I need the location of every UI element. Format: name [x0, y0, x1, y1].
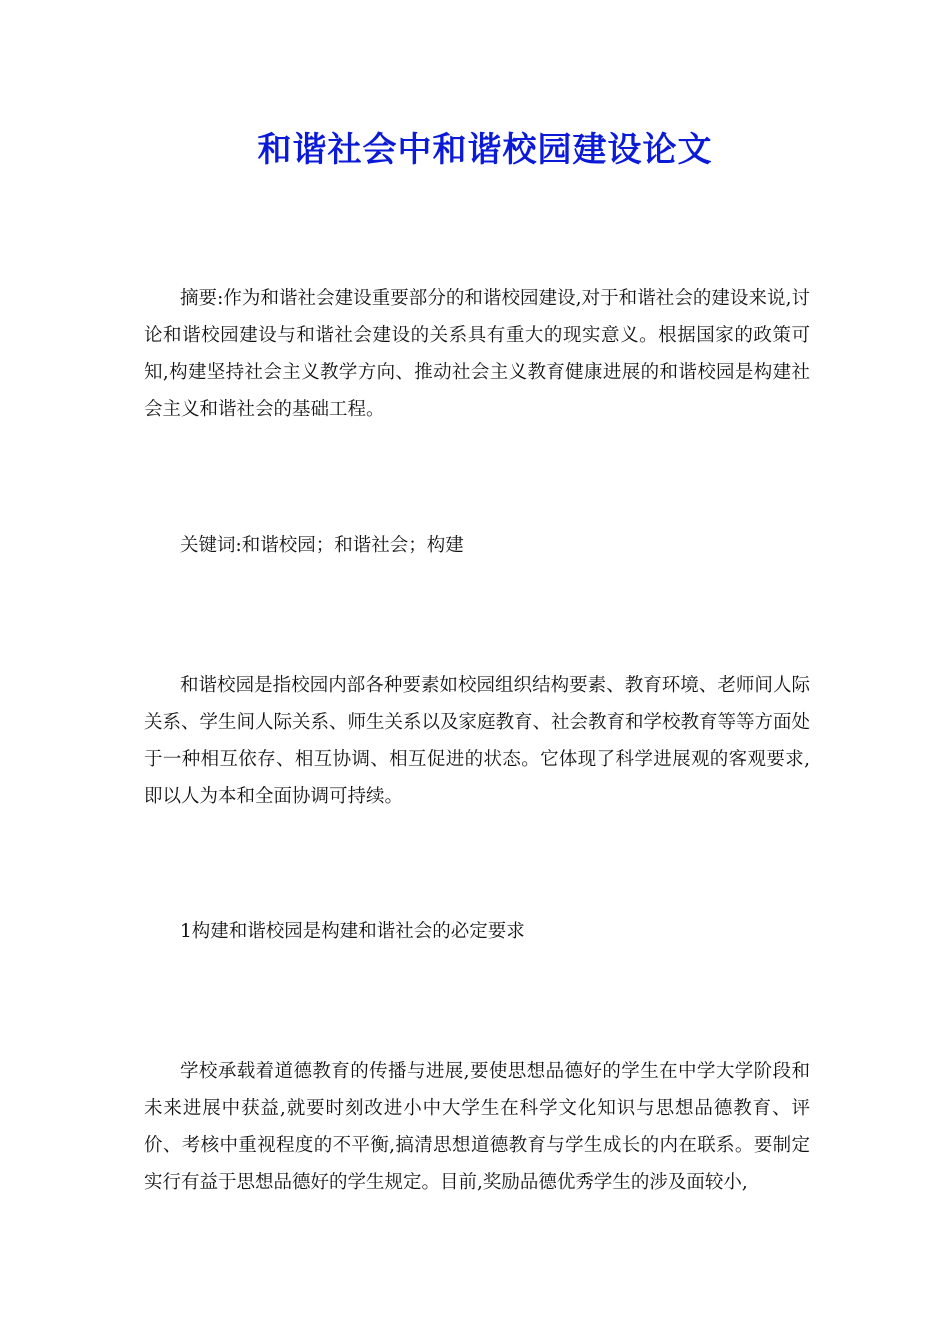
keywords-paragraph: 关键词:和谐校园；和谐社会；构建 — [180, 535, 464, 556]
abstract-paragraph: 摘要:作为和谐社会建设重要部分的和谐校园建设,对于和谐社会的建设来说,讨论和谐校园建设与和谐社会建设的关系具有重大的现实意义。根据国家的政策可知,构建坚持社会主义教学方向、推动社会主义教育健康进展的和谐校园是构建社会主义和谐社会的基础工程。 — [144, 288, 810, 420]
document-title: 和谐社会中和谐校园建设论文 — [257, 130, 713, 170]
section-heading-1: 1构建和谐校园是构建和谐社会的必定要求 — [180, 921, 525, 942]
intro-paragraph: 和谐校园是指校园内部各种要素如校园组织结构要素、教育环境、老师间人际关系、学生间人际关系、师生关系以及家庭教育、社会教育和学校教育等等方面处于一种相互依存、相互协调、相互促进的状态。它体现了科学进展观的客观要求,即以人为本和全面协调可持续。 — [144, 675, 811, 807]
section-1-paragraph: 学校承载着道德教育的传播与进展,要使思想品德好的学生在中学大学阶段和未来进展中获益,就要时刻改进小中大学生在科学文化知识与思想品德教育、评价、考核中重视程度的不平衡,搞清思想道德教育与学生成长的内在联系。要制定实行有益于思想品德好的学生规定。目前,奖励品德优秀学生的涉及面较小, — [144, 1061, 810, 1193]
